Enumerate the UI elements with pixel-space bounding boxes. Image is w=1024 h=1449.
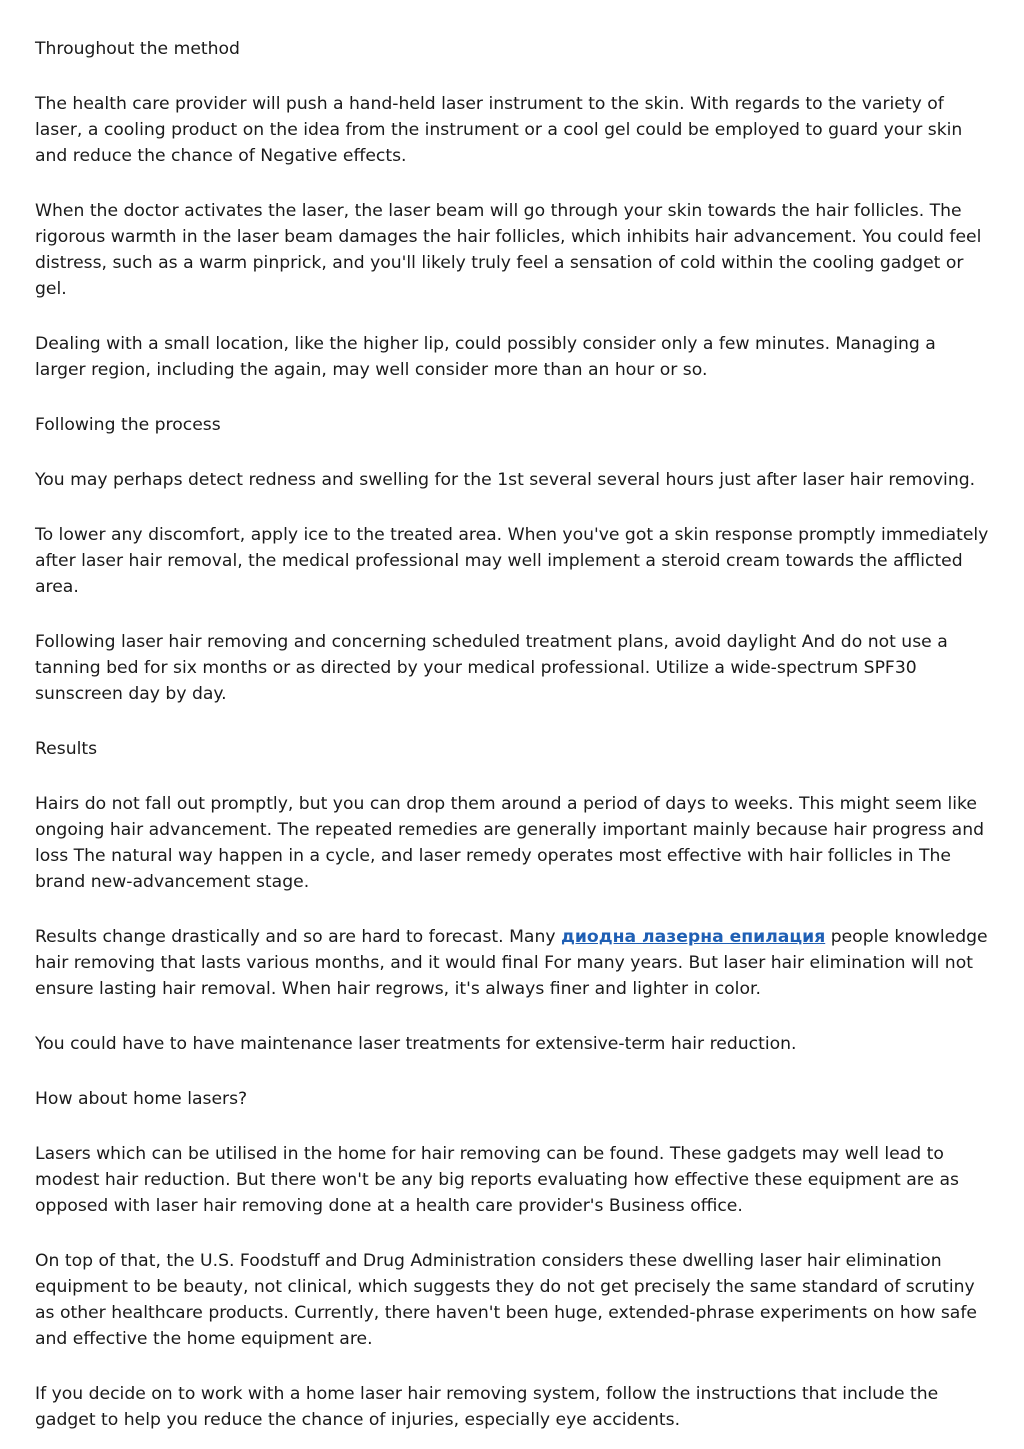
paragraph-heading-results: Results (35, 739, 98, 759)
paragraph: Hairs do not fall out promptly, but you can drop them around a period of days to weeks. This might seem like ongoing hair advancement. The repeated remedies are generally important mainly because hair progress and loss The natural way happen in a cycle, and laser remedy operates most effective with hair follicles in The brand new-advancement stage. (35, 794, 985, 892)
paragraph: The health care provider will push a hand-held laser instrument to the skin. With regards to the variety of laser, a cooling product on the idea from the instrument or a cool gel could be employed to guard your skin and reduce the chance of Negative effects. (35, 94, 963, 166)
paragraph: You could have to have maintenance laser treatments for extensive-term hair reduction. (35, 1034, 797, 1054)
paragraph: Following laser hair removing and concerning scheduled treatment plans, avoid daylight And do not use a tanning bed for six months or as directed by your medical professional. Utilize a wide-spectrum SPF30 sunscreen day by day. (35, 632, 948, 704)
paragraph-heading-method: Throughout the method (35, 39, 240, 59)
paragraph-text-before-link: Results change drastically and so are hard to forecast. Many (35, 927, 561, 947)
epilation-link[interactable]: диодна лазерна епилация (560, 927, 826, 947)
paragraph-heading-home-lasers: How about home lasers? (35, 1089, 248, 1109)
paragraph-text-after-link: people knowledge hair removing that lasts various months, and it would final For many years. But laser hair elimination will not ensure lasting hair removal. When hair regrows, it's always finer and lighter in color. (35, 927, 988, 999)
paragraph: Lasers which can be utilised in the home for hair removing can be found. These gadgets may well lead to modest hair reduction. But there won't be any big reports evaluating how effective these equipment are as opposed with laser hair removing done at a health care provider's Business office. (35, 1144, 959, 1216)
paragraph: On top of that, the U.S. Foodstuff and Drug Administration considers these dwelling laser hair elimination equipment to be beauty, not clinical, which suggests they do not get precisely the same standard of scrutiny as other healthcare products. Currently, there haven't been huge, extended-phrase experiments on how safe and effective the home equipment are. (35, 1251, 977, 1349)
paragraph: You may perhaps detect redness and swelling for the 1st several several hours just after laser hair removing. (35, 470, 976, 490)
paragraph: Dealing with a small location, like the higher lip, could possibly consider only a few minutes. Managing a larger region, including the again, may well consider more than an hour or so. (35, 334, 936, 380)
paragraph: When the doctor activates the laser, the laser beam will go through your skin towards the hair follicles. The rigorous warmth in the laser beam damages the hair follicles, which inhibits hair advancement. You could feel distress, such as a warm pinprick, and you'll likely truly feel a sensation of cold within the cooling gadget or gel. (35, 201, 982, 299)
paragraph-heading-after: Following the process (35, 415, 221, 435)
paragraph: If you decide on to work with a home laser hair removing system, follow the instructions that include the gadget to help you reduce the chance of injuries, especially eye accidents. (35, 1384, 939, 1430)
paragraph-with-link (35, 924, 990, 1002)
paragraph: To lower any discomfort, apply ice to the treated area. When you've got a skin response promptly immediately after laser hair removal, the medical professional may well implement a steroid cream towards the afflicted area. (35, 525, 989, 597)
